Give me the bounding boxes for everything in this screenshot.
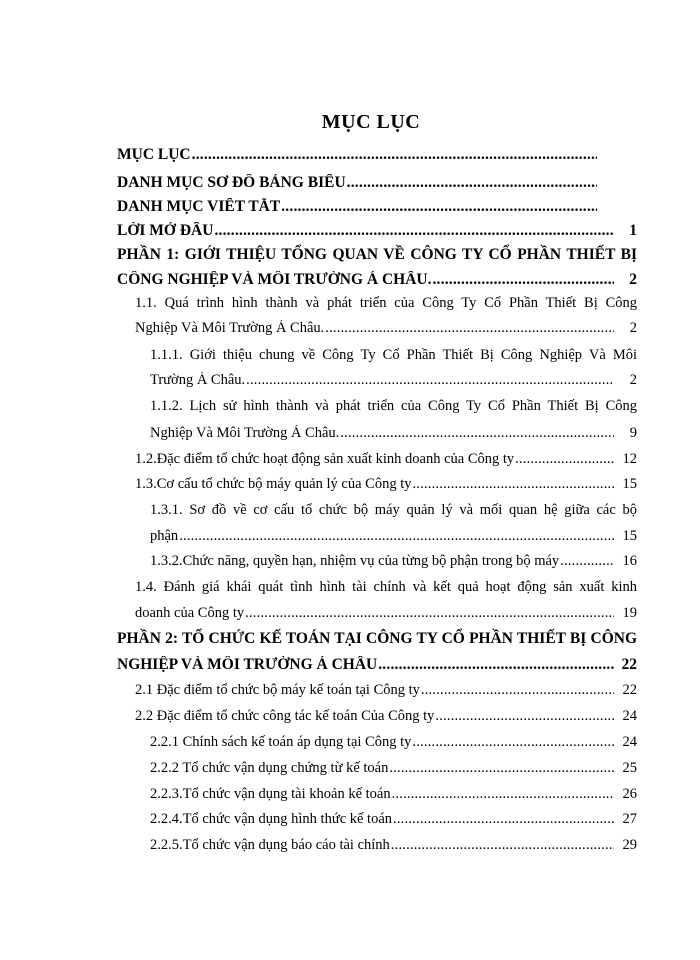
toc-leader-dots — [281, 198, 597, 216]
toc-entry-text: CÔNG NGHIỆP VÀ MÔI TRƯỜNG Á CHÂU. — [117, 271, 432, 288]
toc-page-number: 15 — [622, 528, 637, 544]
toc-entry-2-1[interactable] — [135, 682, 637, 704]
toc-entry-text: 1.2.Đặc điểm tổ chức hoạt động sản xuất kinh doanh của Công ty — [135, 451, 515, 467]
toc-entry-1-1[interactable] — [135, 320, 637, 342]
toc-leader-dots — [246, 372, 614, 389]
toc-page-number: 2 — [629, 271, 637, 288]
toc-page-number: 27 — [622, 811, 637, 827]
toc-leader-dots — [432, 271, 614, 289]
toc-entry-text: DANH MỤC SƠ ĐỒ BẢNG BIỂU — [117, 174, 346, 191]
toc-entry-2-2-1[interactable] — [150, 734, 637, 756]
toc-leader-dots — [392, 786, 614, 803]
toc-page-number: 22 — [621, 656, 637, 673]
toc-entry-1-1-2-line-1[interactable]: 1.1.2. Lịch sử hình thành và phát triển của Công Ty Cổ Phần Thiết Bị Công — [150, 398, 637, 414]
toc-entry-2-2-2[interactable] — [150, 760, 637, 782]
toc-entry-text: 2.2.3.Tổ chức vận dụng tài khoản kế toán — [150, 786, 391, 802]
toc-leader-dots — [378, 656, 614, 674]
toc-entry-text: 1.3.2.Chức năng, quyền hạn, nhiệm vụ của từng bộ phận trong bộ máy — [150, 553, 560, 569]
toc-page-number: 15 — [622, 476, 637, 492]
toc-entry-text: LỜI MỞ ĐẦU — [117, 222, 214, 239]
toc-leader-dots — [393, 811, 614, 828]
toc-entry-loi-mo-dau[interactable] — [117, 222, 637, 244]
toc-page-number: 2 — [629, 372, 637, 388]
toc-leader-dots — [560, 553, 614, 570]
toc-entry-danh-muc-so-do[interactable] — [117, 174, 620, 196]
toc-leader-dots — [192, 146, 597, 164]
toc-entry-phan-1[interactable] — [117, 271, 637, 293]
toc-entry-1-3-1-line-1[interactable]: 1.3.1. Sơ đồ về cơ cấu tổ chức bộ máy quản lý và mối quan hệ giữa các bộ — [150, 502, 637, 518]
toc-entry-1-4[interactable] — [135, 605, 637, 627]
toc-page-number: 12 — [622, 451, 637, 467]
toc-entry-text: doanh của Công ty — [135, 605, 245, 621]
toc-entry-text: 2.1 Đặc điểm tổ chức bộ máy kế toán tại Công ty — [135, 682, 420, 698]
toc-page-number: 2 — [629, 320, 637, 336]
toc-entry-phan-2[interactable] — [117, 656, 637, 678]
toc-entry-text: 2.2.5.Tổ chức vận dụng báo cáo tài chính — [150, 837, 390, 853]
toc-entry-2-2-5[interactable] — [150, 837, 637, 859]
toc-entry-phan-1-line-1[interactable]: PHẦN 1: GIỚI THIỆU TỔNG QUAN VỀ CÔNG TY CỔ PHẦN THIẾT BỊ — [117, 246, 637, 263]
toc-entry-text: Trường Á Châu. — [150, 372, 246, 388]
toc-entry-text: 2.2.2 Tổ chức vận dụng chứng từ kế toán — [150, 760, 389, 776]
toc-entry-text: 1.3.Cơ cấu tổ chức bộ máy quản lý của Công ty — [135, 476, 412, 492]
toc-entry-text: 2.2 Đặc điểm tổ chức công tác kế toán Của Công ty — [135, 708, 435, 724]
toc-entry-text: NGHIỆP VÀ MÔI TRƯỜNG Á CHÂU — [117, 656, 378, 673]
toc-entry-1-2[interactable] — [135, 451, 637, 473]
toc-page-number: 9 — [629, 425, 637, 441]
toc-page-number: 24 — [622, 734, 637, 750]
toc-entry-text: phận — [150, 528, 179, 544]
toc-leader-dots — [421, 682, 614, 699]
toc-entry-1-3[interactable] — [135, 476, 637, 498]
toc-entry-text: Nghiệp Và Môi Trường Á Châu. — [150, 425, 340, 441]
toc-entry-2-2-4[interactable] — [150, 811, 637, 833]
toc-leader-dots — [412, 476, 614, 493]
toc-entry-1-1-1[interactable] — [150, 372, 637, 394]
toc-leader-dots — [412, 734, 614, 751]
toc-page-number: 19 — [622, 605, 637, 621]
toc-leader-dots — [515, 451, 614, 468]
toc-leader-dots — [391, 837, 614, 854]
toc-page-number: 29 — [622, 837, 637, 853]
toc-page-number: 16 — [622, 553, 637, 569]
toc-entry-1-4-line-1[interactable]: 1.4. Đánh giá khái quát tình hình tài chính và kết quả hoạt động sản xuất kinh — [135, 579, 637, 595]
toc-page-number: 22 — [622, 682, 637, 698]
toc-entry-muc-luc[interactable] — [117, 146, 620, 168]
toc-entry-1-1-1-line-1[interactable]: 1.1.1. Giới thiệu chung về Công Ty Cổ Phần Thiết Bị Công Nghiệp Và Môi — [150, 347, 637, 363]
toc-leader-dots — [214, 222, 614, 240]
toc-page-number: 1 — [629, 222, 637, 239]
toc-entry-1-1-2[interactable] — [150, 425, 637, 447]
toc-leader-dots — [245, 605, 614, 622]
toc-entry-text: MỤC LỤC — [117, 146, 191, 163]
toc-page-number: 26 — [622, 786, 637, 802]
toc-page-number: 25 — [622, 760, 637, 776]
toc-leader-dots — [325, 320, 614, 337]
toc-leader-dots — [340, 425, 614, 442]
toc-entry-text: 2.2.4.Tổ chức vận dụng hình thức kế toán — [150, 811, 393, 827]
toc-leader-dots — [179, 528, 614, 545]
toc-entry-text: 2.2.1 Chính sách kế toán áp dụng tại Công ty — [150, 734, 412, 750]
toc-entry-phan-2-line-1[interactable]: PHẦN 2: TỔ CHỨC KẾ TOÁN TẠI CÔNG TY CỔ PHẦN THIẾT BỊ CÔNG — [117, 630, 637, 647]
toc-leader-dots — [389, 760, 614, 777]
page-title: MỤC LỤC — [321, 111, 421, 133]
toc-leader-dots — [347, 174, 597, 192]
toc-entry-danh-muc-viet-tat[interactable] — [117, 198, 620, 220]
toc-entry-1-3-1[interactable] — [150, 528, 637, 550]
toc-entry-text: DANH MỤC VIẾT TẮT — [117, 198, 281, 215]
toc-entry-text: Nghiệp Và Môi Trường Á Châu. — [135, 320, 325, 336]
toc-entry-2-2-3[interactable] — [150, 786, 637, 808]
toc-entry-1-3-2[interactable] — [150, 553, 637, 575]
toc-entry-2-2[interactable] — [135, 708, 637, 730]
toc-leader-dots — [435, 708, 614, 725]
toc-entry-1-1-line-1[interactable]: 1.1. Quá trình hình thành và phát triển của Công Ty Cổ Phần Thiết Bị Công — [135, 295, 637, 311]
toc-page-number: 24 — [622, 708, 637, 724]
